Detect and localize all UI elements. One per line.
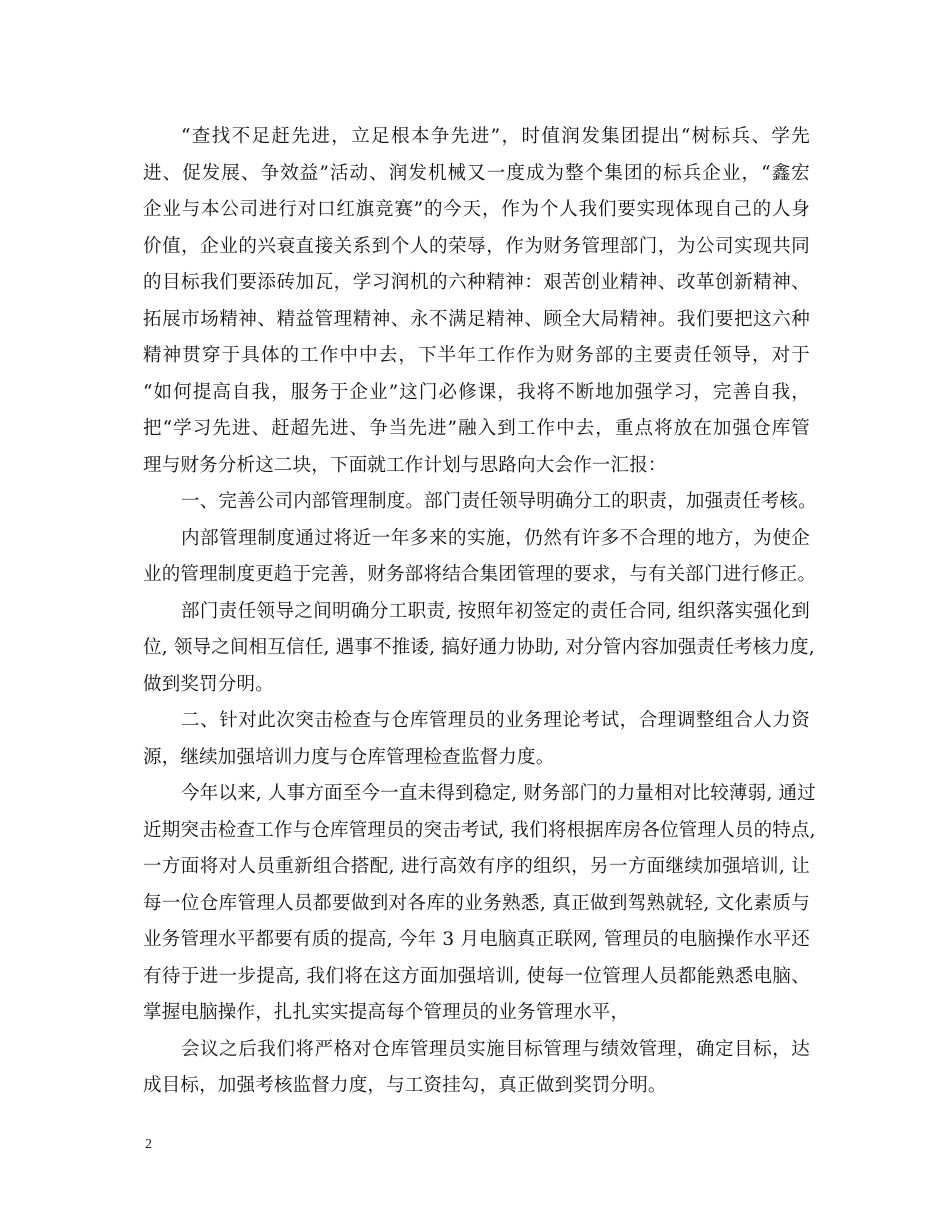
section-heading-continuation: 源，继续加强培训力度与仓库管理检查监督力度。 [143, 746, 555, 768]
text-line: 部门责任领导之间明确分工职责, 按照年初签定的责任合同, 组织落实强化到 [181, 600, 810, 622]
text-line: 把“学习先进、赶超先进、争当先进”融入到工作中去，重点将放在加强仓库管 [143, 418, 810, 439]
text-line: 业务管理水平都要有质的提高, 今年 3 月电脑真正联网, 管理员的电脑操作水平还 [143, 929, 810, 950]
section-heading: 一、完善公司内部管理制度。部门责任领导明确分工的职责，加强责任考核。 [181, 491, 817, 512]
text-line: 进、促发展、争效益”活动、润发机械又一度成为整个集团的标兵企业，“鑫宏 [143, 162, 810, 184]
text-line: 的目标我们要添砖加瓦，学习润机的六种精神：艰苦创业精神、改革创新精神、 [143, 272, 810, 293]
text-line: 理与财务分析这二块，下面就工作计划与思路向大会作一汇报： [143, 454, 667, 476]
text-line: 近期突击检查工作与仓库管理员的突击考试, 我们将根据库房各位管理人员的特点, [143, 819, 816, 841]
text-line: 每一位仓库管理人员都要做到对各库的业务熟悉, 真正做到驾熟就轻, 文化素质与 [143, 892, 810, 914]
text-line: 掌握电脑操作，扎扎实实提高每个管理员的业务管理水平， [143, 1002, 630, 1023]
text-line: 有待于进一步提高, 我们将在这方面加强培训, 使每一位管理人员都能熟悉电脑、 [143, 965, 810, 987]
text-line: 企业与本公司进行对口红旗竞赛”的今天，作为个人我们要实现体现自己的人身 [143, 199, 810, 220]
document-body [143, 119, 817, 1105]
text-line: 价值，企业的兴衰直接关系到个人的荣辱，作为财务管理部门，为公司实现共同 [143, 235, 810, 257]
text-line: 一方面将对人员重新组合搭配, 进行高效有序的组织，另一方面继续加强培训, 让 [143, 856, 810, 877]
page-number: 2 [145, 1137, 152, 1152]
text-line: 拓展市场精神、精益管理精神、永不满足精神、顾全大局精神。我们要把这六种 [143, 308, 810, 330]
text-line: 成目标，加强考核监督力度，与工资挂勾，真正做到奖罚分明。 [143, 1075, 667, 1096]
text-line: 位, 领导之间相互信任, 遇事不推诿, 搞好通力协助, 对分管内容加强责任考核力度, [143, 637, 815, 658]
text-line: 业的管理制度更趋于完善，财务部将结合集团管理的要求，与有关部门进行修正。 [143, 564, 817, 585]
text-line: 今年以来, 人事方面至今一直未得到稳定, 财务部门的力量相对比较薄弱, 通过 [181, 783, 816, 804]
text-line: 会议之后我们将严格对仓库管理员实施目标管理与绩效管理，确定目标，达 [181, 1038, 810, 1060]
text-line: 内部管理制度通过将近一年多来的实施，仍然有许多不合理的地方，为使企 [181, 527, 810, 549]
text-line: 做到奖罚分明。 [143, 673, 274, 695]
section-heading: 二、针对此次突击检查与仓库管理员的业务理论考试，合理调整组合人力资 [181, 710, 810, 731]
text-line: “如何提高自我，服务于企业”这门必修课，我将不断地加强学习，完善自我， [143, 381, 810, 403]
text-line: “查找不足赶先进，立足根本争先进”，时值润发集团提出“树标兵、学先 [181, 126, 810, 147]
text-line: 精神贯穿于具体的工作中中去，下半年工作作为财务部的主要责任领导，对于 [143, 345, 810, 366]
